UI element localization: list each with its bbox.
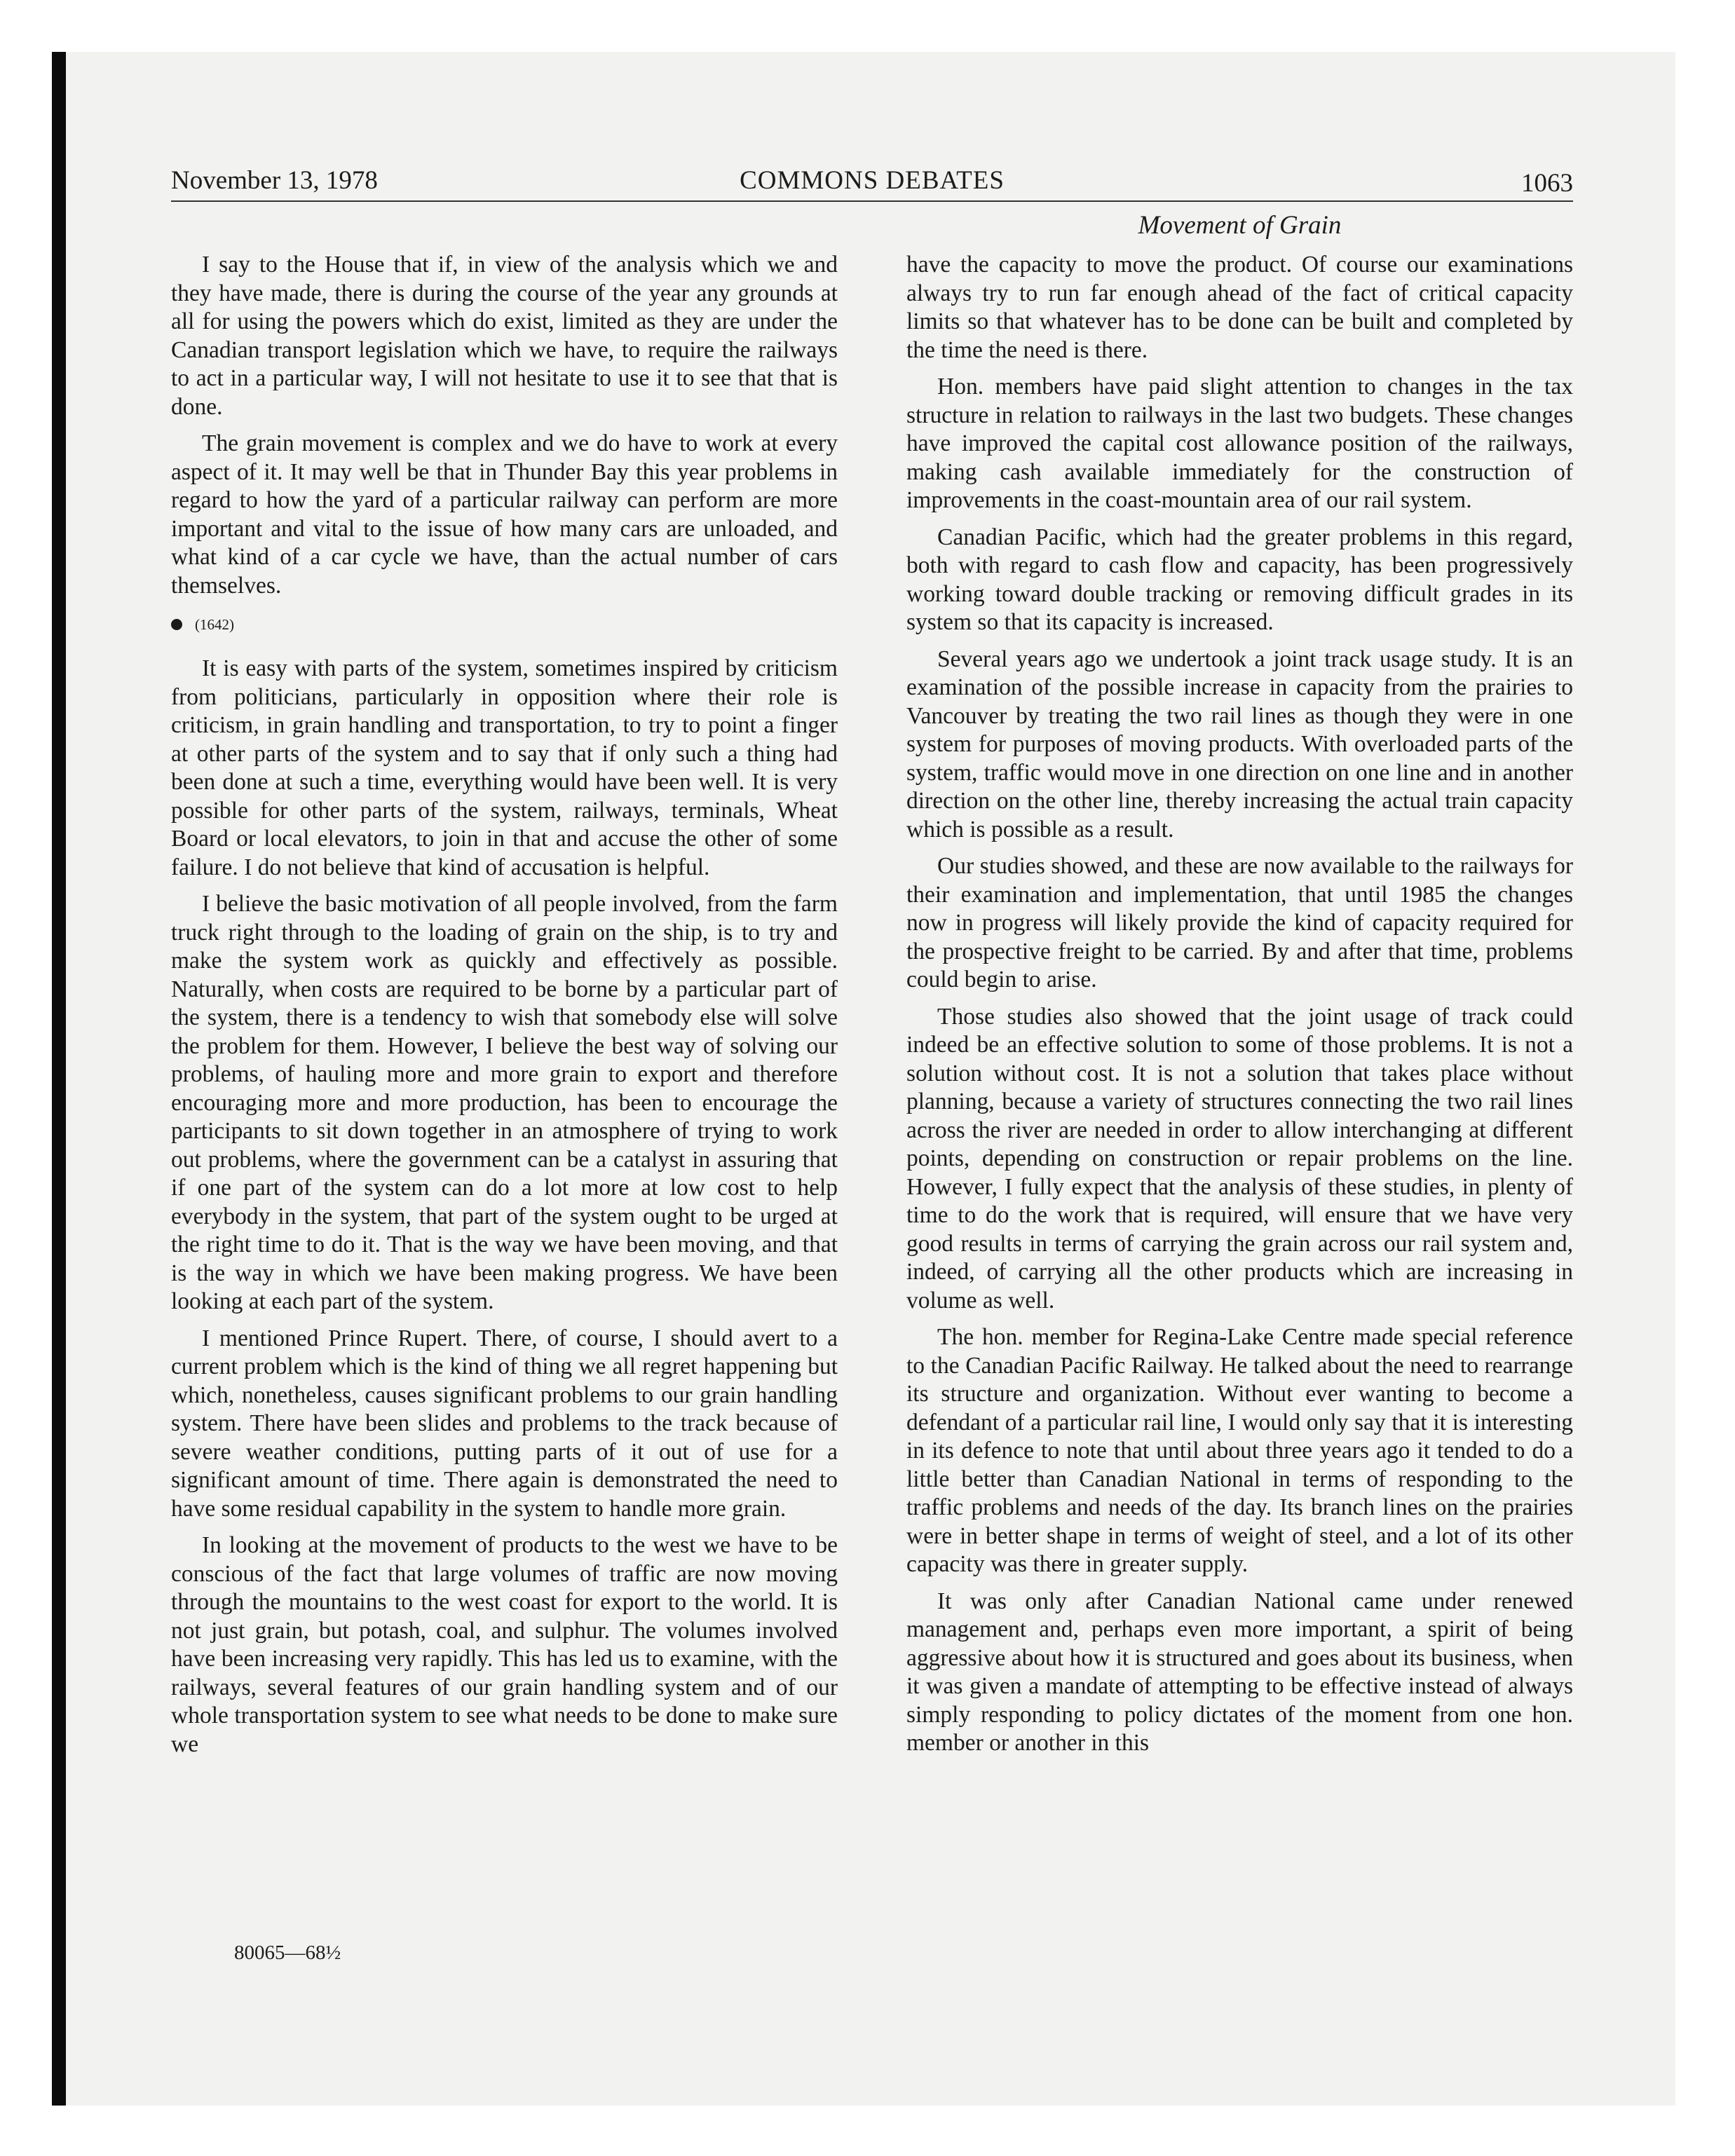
paragraph: Those studies also showed that the joint usage of track could indeed be an effective solution to some of those problems. It is not a solution without cost. It is not a solution that takes place without planning, because a variety of structures connecting the two rail lines across the river are needed in order to allow interchanging at different points, depending on construction or repair problems on the line. However, I fully expect that the analysis of these studies, in plenty of time to do the work that is required, will ensure that we have very good results in terms of carrying the grain across our rail system and, indeed, of carrying all the other products which are increasing in volume as well. xyxy=(906,1003,1573,1314)
paragraph: Canadian Pacific, which had the greater problems in this regard, both with regard to cash flow and capacity, has been progressively working toward double tracking or removing difficult grades in its system so that its capacity is increased. xyxy=(906,524,1573,635)
header-rule xyxy=(171,200,1573,202)
header-title: COMMONS DEBATES xyxy=(740,166,1005,195)
footer-code: 80065—68½ xyxy=(234,1942,341,1964)
header-date: November 13, 1978 xyxy=(171,166,378,195)
paragraph: Hon. members have paid slight attention to changes in the tax structure in relation to railways in the last two budgets. These changes have improved the capital cost allowance position of the railways, making cash available immediately for the construction of improvements in the coast-mountain area of our rail system. xyxy=(906,374,1573,513)
time-marker-label: (1642) xyxy=(195,616,234,633)
paragraph: I believe the basic motivation of all people involved, from the farm truck right through to the loading of grain on the ship, is to try and make the system work as quickly and effectively as possible. Naturally, when costs are required to be borne by a particular part of the system, there is a tendency to wish that somebody else will solve the problem for them. However, I believe the best way of solving our problems, of hauling more and more grain to export and therefore encouraging more and more production, has been to encourage the participants to sit down together in an atmosphere of trying to work out problems, where the government can be a catalyst in assuring that if one part of the system can do a lot more at low cost to help everybody in the system, that part of the system ought to be urged at the right time to do it. That is the way we have been moving, and that is the way in which we have been making progress. We have been looking at each part of the system. xyxy=(171,891,838,1314)
paragraph: Several years ago we undertook a joint track usage study. It is an examination of the possible increase in capacity from the prairies to Vancouver by treating the two rail lines as though they were in one system for purposes of moving products. With overloaded parts of the system, traffic would move in one direction on one line and in another direction on the other line, thereby increasing the actual train capacity which is possible as a result. xyxy=(906,646,1573,842)
bullet-icon xyxy=(171,619,182,630)
paragraph: It is easy with parts of the system, sometimes inspired by criticism from politicians, particularly in opposition where their role is criticism, in grain handling and transportation, to try to point a finger at other parts of the system and to say that if only such a thing had been done at such a time, everything would have been well. It is very possible for other parts of the system, railways, terminals, Wheat Board or local elevators, to join in that and accuse the other of some failure. I do not believe that kind of accusation is helpful. xyxy=(171,655,838,880)
binding-edge xyxy=(52,52,66,2106)
page-header xyxy=(171,158,1573,200)
paragraph-continuation: have the capacity to move the product. Of course our examinations always try to run far enough ahead of the fact of critical capacity limits so that whatever has to be done can be built and completed by the time the need is there. xyxy=(906,252,1573,363)
paragraph: In looking at the movement of products to the west we have to be conscious of the fact that large volumes of traffic are now moving through the mountains to the west coast for export to the world. It is not just grain, but potash, coal, and sulphur. The volumes involved have been increasing very rapidly. This has led us to examine, with the railways, several features of our grain handling system and of our whole transportation system to see what needs to be done to make sure we xyxy=(171,1532,838,1757)
time-marker xyxy=(171,614,838,635)
paragraph: Our studies showed, and these are now available to the railways for their examination and implementation, that until 1985 the changes now in progress will likely provide the kind of capacity required for the prospective freight to be carried. By and after that time, problems could begin to arise. xyxy=(906,853,1573,992)
page-number: 1063 xyxy=(1521,169,1573,198)
paragraph: The grain movement is complex and we do have to work at every aspect of it. It may well be that in Thunder Bay this year problems in regard to how the yard of a particular railway can perform are more important and vital to the issue of how many cars are unloaded, and what kind of a car cycle we have, than the actual number of cars themselves. xyxy=(171,430,838,599)
paragraph: I mentioned Prince Rupert. There, of course, I should avert to a current problem which is the kind of thing we all regret happening but which, nonetheless, causes significant problems to our grain handling system. There have been slides and problems to the track because of severe weather conditions, putting parts of it out of use for a significant amount of time. There again is demonstrated the need to have some residual capability in the system to handle more grain. xyxy=(171,1325,838,1522)
right-column xyxy=(906,251,1573,1766)
section-title: Movement of Grain xyxy=(1138,211,1342,240)
left-column xyxy=(171,251,838,1767)
paragraph: I say to the House that if, in view of the analysis which we and they have made, there is during the course of the year any grounds at all for using the powers which do exist, limited as they are under the Canadian transport legislation which we have, to require the railways to act in a particular way, I will not hesitate to use it to see that that is done. xyxy=(171,252,838,420)
paragraph: The hon. member for Regina-Lake Centre made special reference to the Canadian Pacific Railway. He talked about the need to rearrange its structure and organization. Without ever wanting to become a defendant of a particular rail line, I would only say that it is interesting in its defence to note that until about three years ago it tended to do a little better than Canadian National in terms of responding to the traffic problems and needs of the day. Its branch lines on the prairies were in better shape in terms of weight of steel, and a lot of its other capacity was there in greater supply. xyxy=(906,1324,1573,1577)
paragraph: It was only after Canadian National came under renewed management and, perhaps even more important, a spirit of being aggressive about how it is structured and goes about its business, when it was given a mandate of attempting to be effective instead of always simply responding to policy dictates of the moment from one hon. member or another in this xyxy=(906,1588,1573,1756)
